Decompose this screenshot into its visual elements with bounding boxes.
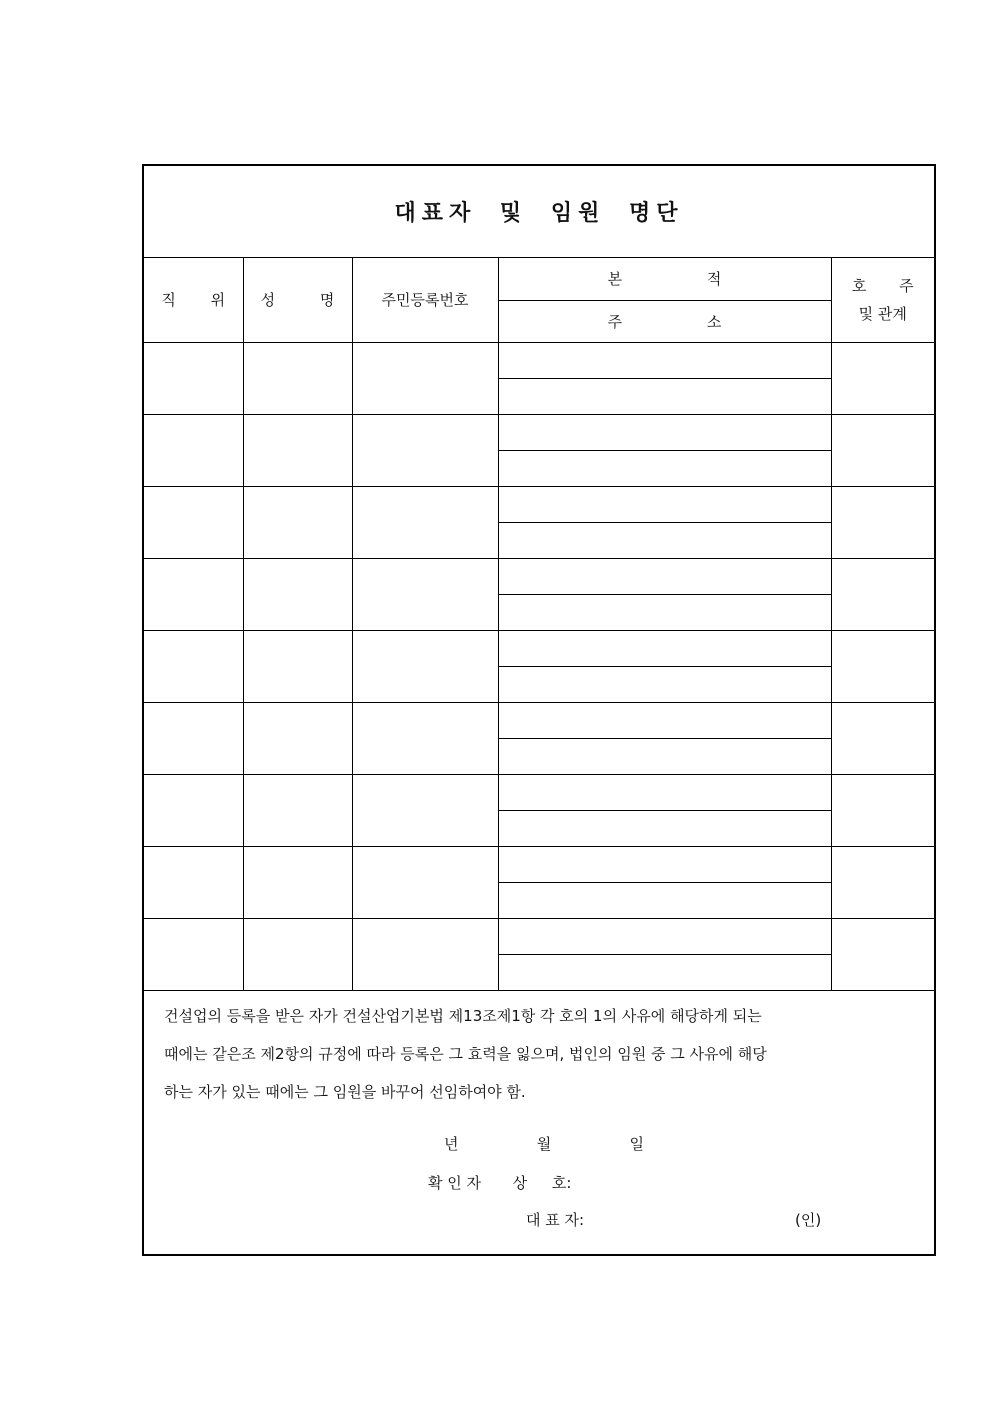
entry-name-cell[interactable] <box>243 486 352 558</box>
entry-relation-cell[interactable] <box>831 414 934 486</box>
entry-position-cell[interactable] <box>144 558 243 630</box>
entry-address-cell[interactable] <box>498 378 831 414</box>
representative-label: 대 표 자: <box>526 1211 585 1229</box>
entry-relation-cell[interactable] <box>831 558 934 630</box>
entry-resident-no-cell[interactable] <box>352 630 498 702</box>
entry-row <box>144 702 934 738</box>
entry-relation-cell[interactable] <box>831 774 934 846</box>
entry-row <box>144 846 934 882</box>
entry-resident-no-cell[interactable] <box>352 918 498 990</box>
roster-table <box>144 258 934 991</box>
entry-row <box>144 774 934 810</box>
entry-domicile-cell[interactable] <box>498 558 831 594</box>
entry-name-cell[interactable] <box>243 846 352 918</box>
entry-row <box>144 918 934 954</box>
entry-name-cell[interactable] <box>243 558 352 630</box>
entry-relation-cell[interactable] <box>831 918 934 990</box>
entry-name-cell[interactable] <box>243 342 352 414</box>
entry-domicile-cell[interactable] <box>498 414 831 450</box>
entry-relation-cell[interactable] <box>831 342 934 414</box>
entry-position-cell[interactable] <box>144 702 243 774</box>
entry-address-cell[interactable] <box>498 882 831 918</box>
notice-line-1: 건설업의 등록을 받은 자가 건설산업기본법 제13조제1항 각 호의 1의 사유에 해당하게 되는 <box>164 1007 762 1025</box>
header-address: 주 소 <box>498 300 831 342</box>
entry-domicile-cell[interactable] <box>498 630 831 666</box>
date-day: 일 <box>629 1135 644 1153</box>
entry-domicile-cell[interactable] <box>498 846 831 882</box>
notice-line-2: 때에는 같은조 제2항의 규정에 따라 등록은 그 효력을 잃으며, 법인의 임원 중 그 사유에 해당 <box>164 1045 767 1063</box>
header-relation: 호 주 및 관계 <box>831 258 934 342</box>
entry-name-cell[interactable] <box>243 630 352 702</box>
date-year: 년 <box>444 1135 459 1153</box>
entry-position-cell[interactable] <box>144 774 243 846</box>
date-line <box>444 1133 644 1154</box>
entry-row <box>144 414 934 450</box>
entry-name-cell[interactable] <box>243 918 352 990</box>
entry-address-cell[interactable] <box>498 810 831 846</box>
seal-mark: (인) <box>795 1211 822 1229</box>
entry-resident-no-cell[interactable] <box>352 414 498 486</box>
entry-name-cell[interactable] <box>243 702 352 774</box>
confirmer-label: 확 인 자 <box>428 1174 482 1192</box>
date-month: 월 <box>536 1135 552 1153</box>
roster-form <box>142 164 936 1256</box>
entry-address-cell[interactable] <box>498 738 831 774</box>
entry-resident-no-cell[interactable] <box>352 486 498 558</box>
company-label: 상 호: <box>512 1174 572 1192</box>
header-resident-no: 주민등록번호 <box>352 258 498 342</box>
notice-text <box>144 997 934 1111</box>
entry-position-cell[interactable] <box>144 486 243 558</box>
entry-resident-no-cell[interactable] <box>352 342 498 414</box>
entry-position-cell[interactable] <box>144 630 243 702</box>
entry-row <box>144 558 934 594</box>
notice-line-3: 하는 자가 있는 때에는 그 임원을 바꾸어 선임하여야 함. <box>164 1083 526 1101</box>
entry-row <box>144 342 934 378</box>
entry-domicile-cell[interactable] <box>498 486 831 522</box>
entry-position-cell[interactable] <box>144 846 243 918</box>
entry-row <box>144 630 934 666</box>
entry-position-cell[interactable] <box>144 414 243 486</box>
entry-name-cell[interactable] <box>243 414 352 486</box>
confirm-company-line <box>428 1172 571 1193</box>
entry-resident-no-cell[interactable] <box>352 702 498 774</box>
entry-address-cell[interactable] <box>498 954 831 990</box>
header-domicile: 본 적 <box>498 258 831 300</box>
entry-relation-cell[interactable] <box>831 486 934 558</box>
form-title: 대표자 및 임원 명단 <box>144 166 934 258</box>
entry-domicile-cell[interactable] <box>498 702 831 738</box>
entry-resident-no-cell[interactable] <box>352 846 498 918</box>
entry-position-cell[interactable] <box>144 918 243 990</box>
confirm-rep-line <box>526 1209 584 1230</box>
entry-address-cell[interactable] <box>498 522 831 558</box>
entry-domicile-cell[interactable] <box>498 342 831 378</box>
entry-name-cell[interactable] <box>243 774 352 846</box>
entry-relation-cell[interactable] <box>831 846 934 918</box>
entry-resident-no-cell[interactable] <box>352 774 498 846</box>
entry-position-cell[interactable] <box>144 342 243 414</box>
entry-relation-cell[interactable] <box>831 630 934 702</box>
entry-row <box>144 486 934 522</box>
header-name: 성 명 <box>243 258 352 342</box>
entry-address-cell[interactable] <box>498 450 831 486</box>
entry-domicile-cell[interactable] <box>498 918 831 954</box>
entry-domicile-cell[interactable] <box>498 774 831 810</box>
entry-address-cell[interactable] <box>498 594 831 630</box>
entry-address-cell[interactable] <box>498 666 831 702</box>
entry-resident-no-cell[interactable] <box>352 558 498 630</box>
header-position: 직 위 <box>144 258 243 342</box>
entry-relation-cell[interactable] <box>831 702 934 774</box>
